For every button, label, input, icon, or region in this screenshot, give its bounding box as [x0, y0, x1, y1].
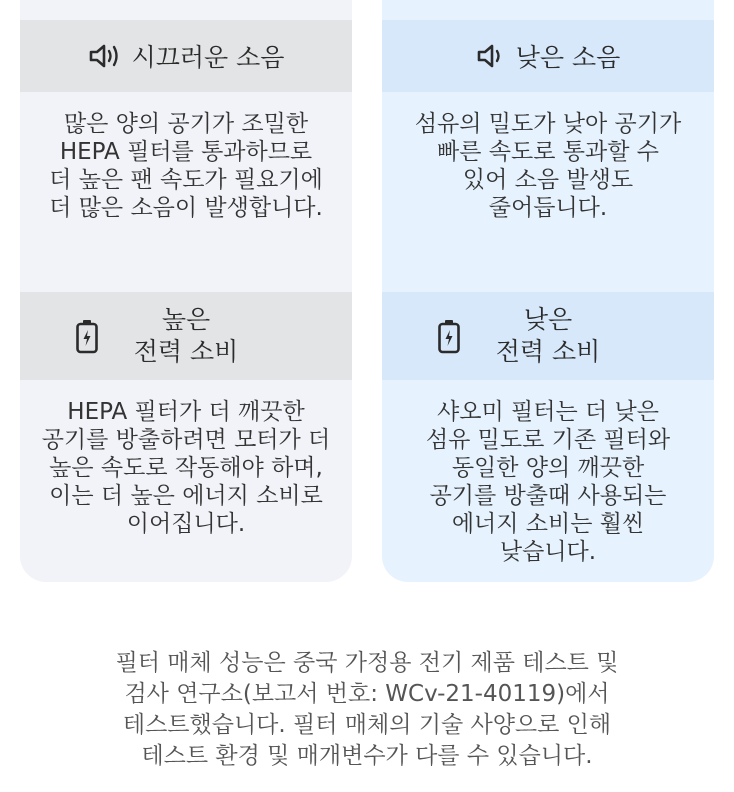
description-line: 이는 더 높은 에너지 소비로: [49, 483, 323, 509]
test-disclaimer: [0, 648, 734, 772]
noise-description: [20, 110, 352, 222]
power-title-line: 전력 소비: [495, 337, 601, 366]
disclaimer-line: 필터 매체 성능은 중국 가정용 전기 제품 테스트 및: [115, 650, 619, 676]
description-line: 높은 속도로 작동해야 하며,: [49, 455, 323, 481]
description-line: 섬유의 밀도가 낮아 공기가: [414, 111, 682, 137]
noise-header: [20, 20, 352, 92]
description-line: 에너지 소비는 훨씬: [451, 511, 645, 537]
noise-header: [382, 20, 714, 92]
noise-label: 시끄러운 소음: [131, 43, 285, 72]
power-title: [134, 304, 239, 368]
description-line: 샤오미 필터는 더 낮은: [437, 399, 659, 425]
power-header: [382, 292, 714, 380]
noise-label: 낮은 소음: [515, 43, 621, 72]
battery-icon: [75, 318, 99, 354]
description-line: 낮습니다.: [499, 539, 597, 565]
noise-description: [382, 110, 714, 222]
speaker-icon: [476, 43, 506, 69]
power-title-line: 낮은: [523, 305, 573, 334]
description-line: 더 높은 팬 속도가 필요기에: [49, 167, 323, 193]
power-description: [382, 398, 714, 566]
description-line: 섬유 밀도로 기존 필터와: [425, 427, 671, 453]
description-line: 빠른 속도로 통과할 수: [437, 139, 659, 165]
power-description: [20, 398, 352, 538]
description-line: HEPA 필터를 통과하므로: [59, 139, 313, 165]
disclaimer-line: 테스트 환경 및 매개변수가 다를 수 있습니다.: [141, 743, 593, 769]
power-title: [496, 304, 601, 368]
description-line: 많은 양의 공기가 조밀한: [63, 111, 309, 137]
description-line: 있어 소음 발생도: [462, 167, 634, 193]
power-title-line: 전력 소비: [133, 337, 239, 366]
description-line: 공기를 방출하려면 모터가 더: [41, 427, 331, 453]
disclaimer-line: 테스트했습니다. 필터 매체의 기술 사양으로 인해: [122, 712, 612, 738]
hepa-comparison-card: [20, 0, 352, 582]
disclaimer-line: 검사 연구소(보고서 번호: WCv-21-40119)에서: [124, 681, 610, 707]
description-line: 이어집니다.: [126, 511, 246, 537]
description-line: 동일한 양의 깨끗한: [451, 455, 645, 481]
description-line: HEPA 필터가 더 깨끗한: [67, 399, 305, 425]
battery-icon: [437, 318, 461, 354]
description-line: 더 많은 소음이 발생합니다.: [49, 195, 323, 221]
power-title-line: 높은: [161, 305, 211, 334]
xiaomi-comparison-card: [382, 0, 714, 582]
description-line: 줄어듭니다.: [488, 195, 608, 221]
power-header: [20, 292, 352, 380]
speaker-icon: [88, 43, 122, 69]
description-line: 공기를 방출때 사용되는: [429, 483, 667, 509]
